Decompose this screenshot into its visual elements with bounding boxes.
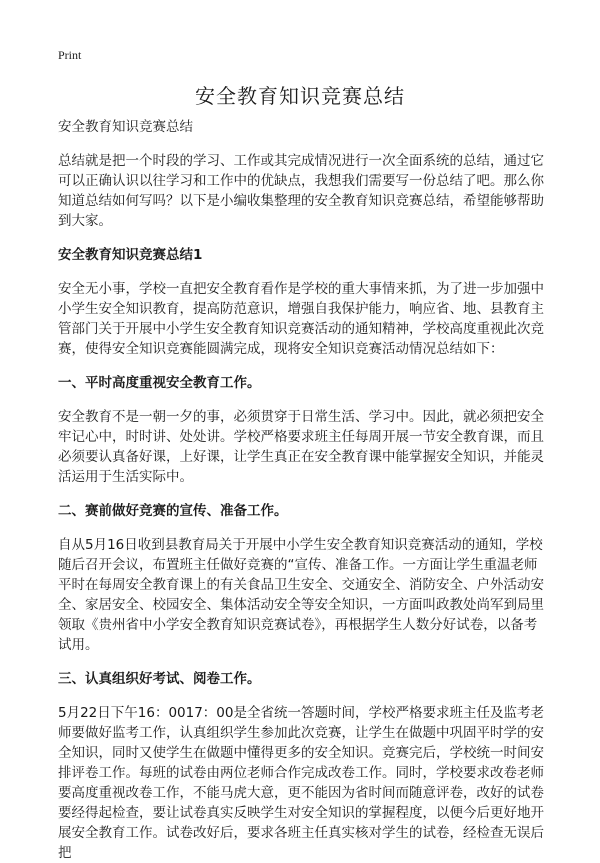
heading-3: 三、认真组织好考试、阅卷工作。 bbox=[58, 671, 261, 687]
print-link[interactable]: Print bbox=[58, 48, 82, 62]
paragraph-3: 5月22日下午16：0017：00是全省统一答题时间，学校严格要求班主任及监考老师要做好监考工作，认真组织学生参加此次竞赛，让学生在做题中巩固平时学的安全知识，同时又使学生在做题中懂得更多的安全知识。竞赛完后，学校统一时间安排评卷工作。每班的试卷由两位老师合作完成改卷工作。同时，学校要求改卷老师要高度重视改卷工作，不能马虎大意，更不能因为省时间而随意评卷，改好的试卷要经得起检查，要让试卷真实反映学生对安全知识的掌握程度，以便今后更好地开展安全教育工作。试卷改好后，要求各班主任真实核对学生的试卷，经检查无误后把 bbox=[58, 705, 544, 861]
section-title: 安全教育知识竞赛总结1 bbox=[58, 247, 203, 263]
paragraph-1: 安全教育不是一朝一夕的事，必须贯穿于日常生活、学习中。因此，就必须把安全牢记心中，时时讲、处处讲。学校严格要求班主任每周开展一节安全教育课，而且必须要认真备好课，上好课，让学生真正在安全教育课中能掌握安全知识，并能灵活运用于生活实际中。 bbox=[58, 409, 544, 485]
intro-paragraph: 总结就是把一个时段的学习、工作或其完成情况进行一次全面系统的总结，通过它可以正确认识以往学习和工作中的优缺点，我想我们需要写一份总结了吧。那么你知道总结如何写吗？以下是小编收集整理的安全教育知识竞赛总结，希望能够帮助到大家。 bbox=[58, 153, 544, 229]
document-title: 安全教育知识竞赛总结 bbox=[195, 84, 405, 108]
heading-2: 二、赛前做好竞赛的宣传、准备工作。 bbox=[58, 503, 288, 519]
heading-1: 一、平时高度重视安全教育工作。 bbox=[58, 375, 261, 391]
document-subtitle: 安全教育知识竞赛总结 bbox=[58, 119, 193, 135]
document-body bbox=[58, 117, 546, 863]
section-intro-paragraph: 安全无小事，学校一直把安全教育看作是学校的重大事情来抓，为了进一步加强中小学生安全知识教育，提高防范意识，增强自我保护能力，响应省、地、县教育主管部门关于开展中小学生安全教育知识竞赛活动的通知精神，学校高度重视此次竞赛，使得安全知识竞赛能圆满完成，现将安全知识竞赛活动情况总结如下： bbox=[58, 281, 544, 357]
paragraph-2: 自从5月16日收到县教育局关于开展中小学生安全教育知识竞赛活动的通知，学校随后召开会议，布置班主任做好竞赛的“宣传、准备工作。一方面让学生重温老师平时在每周安全教育课上的有关食品卫生安全、交通安全、消防安全、户外活动安全、家居安全、校园安全、集体活动安全等安全知识，一方面叫政教处尚军到局里领取《贵州省中小学安全教育知识竞赛试卷》，再根据学生人数分好试卷，以备考试用。 bbox=[58, 537, 544, 653]
